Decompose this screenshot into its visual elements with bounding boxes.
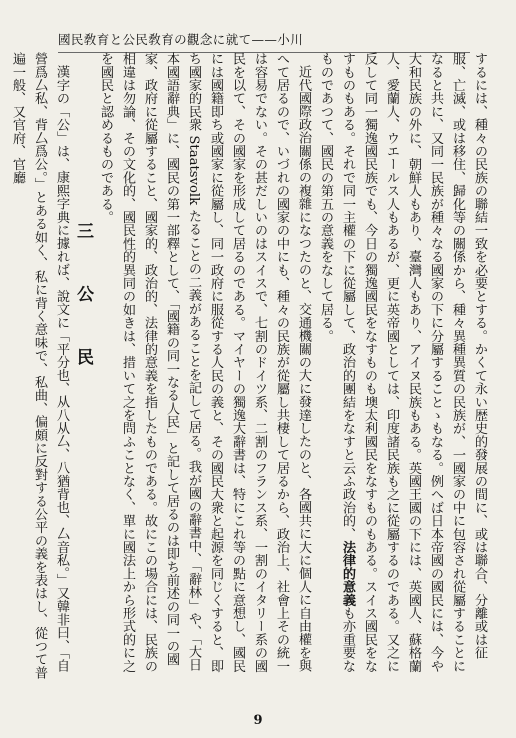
- paragraph-3: 漢字の「公」は、康熙字典に據れば、說文に「平分也、从八从厶、八猶背也、厶音私。」又韓非曰、「自營爲厶私、背厶爲公。」とある如く、私に背く意味で、私曲、偏頗に反對する公平の義を表はし、從つて普遍一般、又官府、官廳: [10, 52, 69, 679]
- body-text: [10, 52, 490, 684]
- page-number: 9: [253, 713, 263, 728]
- paragraph-1: [314, 52, 490, 684]
- emphasis-legal-meaning: 法律的意義: [340, 540, 355, 607]
- paragraph-1-tail: も亦重要なものであつて、國民の第五の意義をなして居る。: [318, 52, 355, 673]
- running-head: 國民敎育と公民敎育の觀念に就て——小川: [58, 30, 470, 53]
- section-heading: 三 公 民: [73, 222, 93, 385]
- paragraph-2: 近代國際政治關係の複雜になつたのと、交通機關の大に發達したのと、各國共に大に個人に自由權を與へて居るので、いづれの國家の中にも、種々の民族が從屬し共棲して居るから、政治上、社會上その統一は容易でない。その甚だしいのはスイスで、七割のドイツ系、二割のフランス系、一割のイタリー系の國民を以て、その國家を形成して居るのである。マイヤーの獨逸大辭書は、特にこれ等の點に意想し、國民には國籍即ち或國家に從屬し、同一政府に服從する人民の義と、その國民大衆と起源を同じくすると、即ち國家的民衆 Staatsvolk たることの二義があることを記して居る。我が國の辭書中、「辭林」や、「大日本國語辭典」に、國民の第一部釋として、「國籍の同一なる人民」と記して居るのは即ち前述の同一の國家、政府に從屬すること、國家的、政治的、法律的意義を指したものである。故にこの場合には、民族の相違は勿論、その文化的、國民性的異同の如きは、措いて之を問ふことなく、單に國法上から形式的に之を國民と認めるものである。: [98, 52, 311, 673]
- paragraph-1-text: するには、種々の民族の聯結一致を必要とする。かくて永い歴史的發展の間に、或は聯合、分離或は征服、亡滅、或は移住、歸化等の關係から、種々異種異質の民族が、一國家の中に包容され從屬することになると共に、又同一民族が種々なる國家の下に分屬することゝもなる。例へば日本帝國の國民には、今や大和民族の外に、朝鮮人もあり、臺灣人もあり、アイヌ民族もある。英國王國の下には、英國人、蘇格蘭人、愛蘭人、ウエールス人もあるが、更に英帝國としては、印度諸民族も之に從屬するのである。又之に反して同一獨逸國民族でも、今日の獨逸國民をなすものも墺太利國民をなすものもある。スイス國民をなすものもある。それで同一主權の下に從屬して、政治的團結をなすと云ふ政治的、: [340, 52, 487, 673]
